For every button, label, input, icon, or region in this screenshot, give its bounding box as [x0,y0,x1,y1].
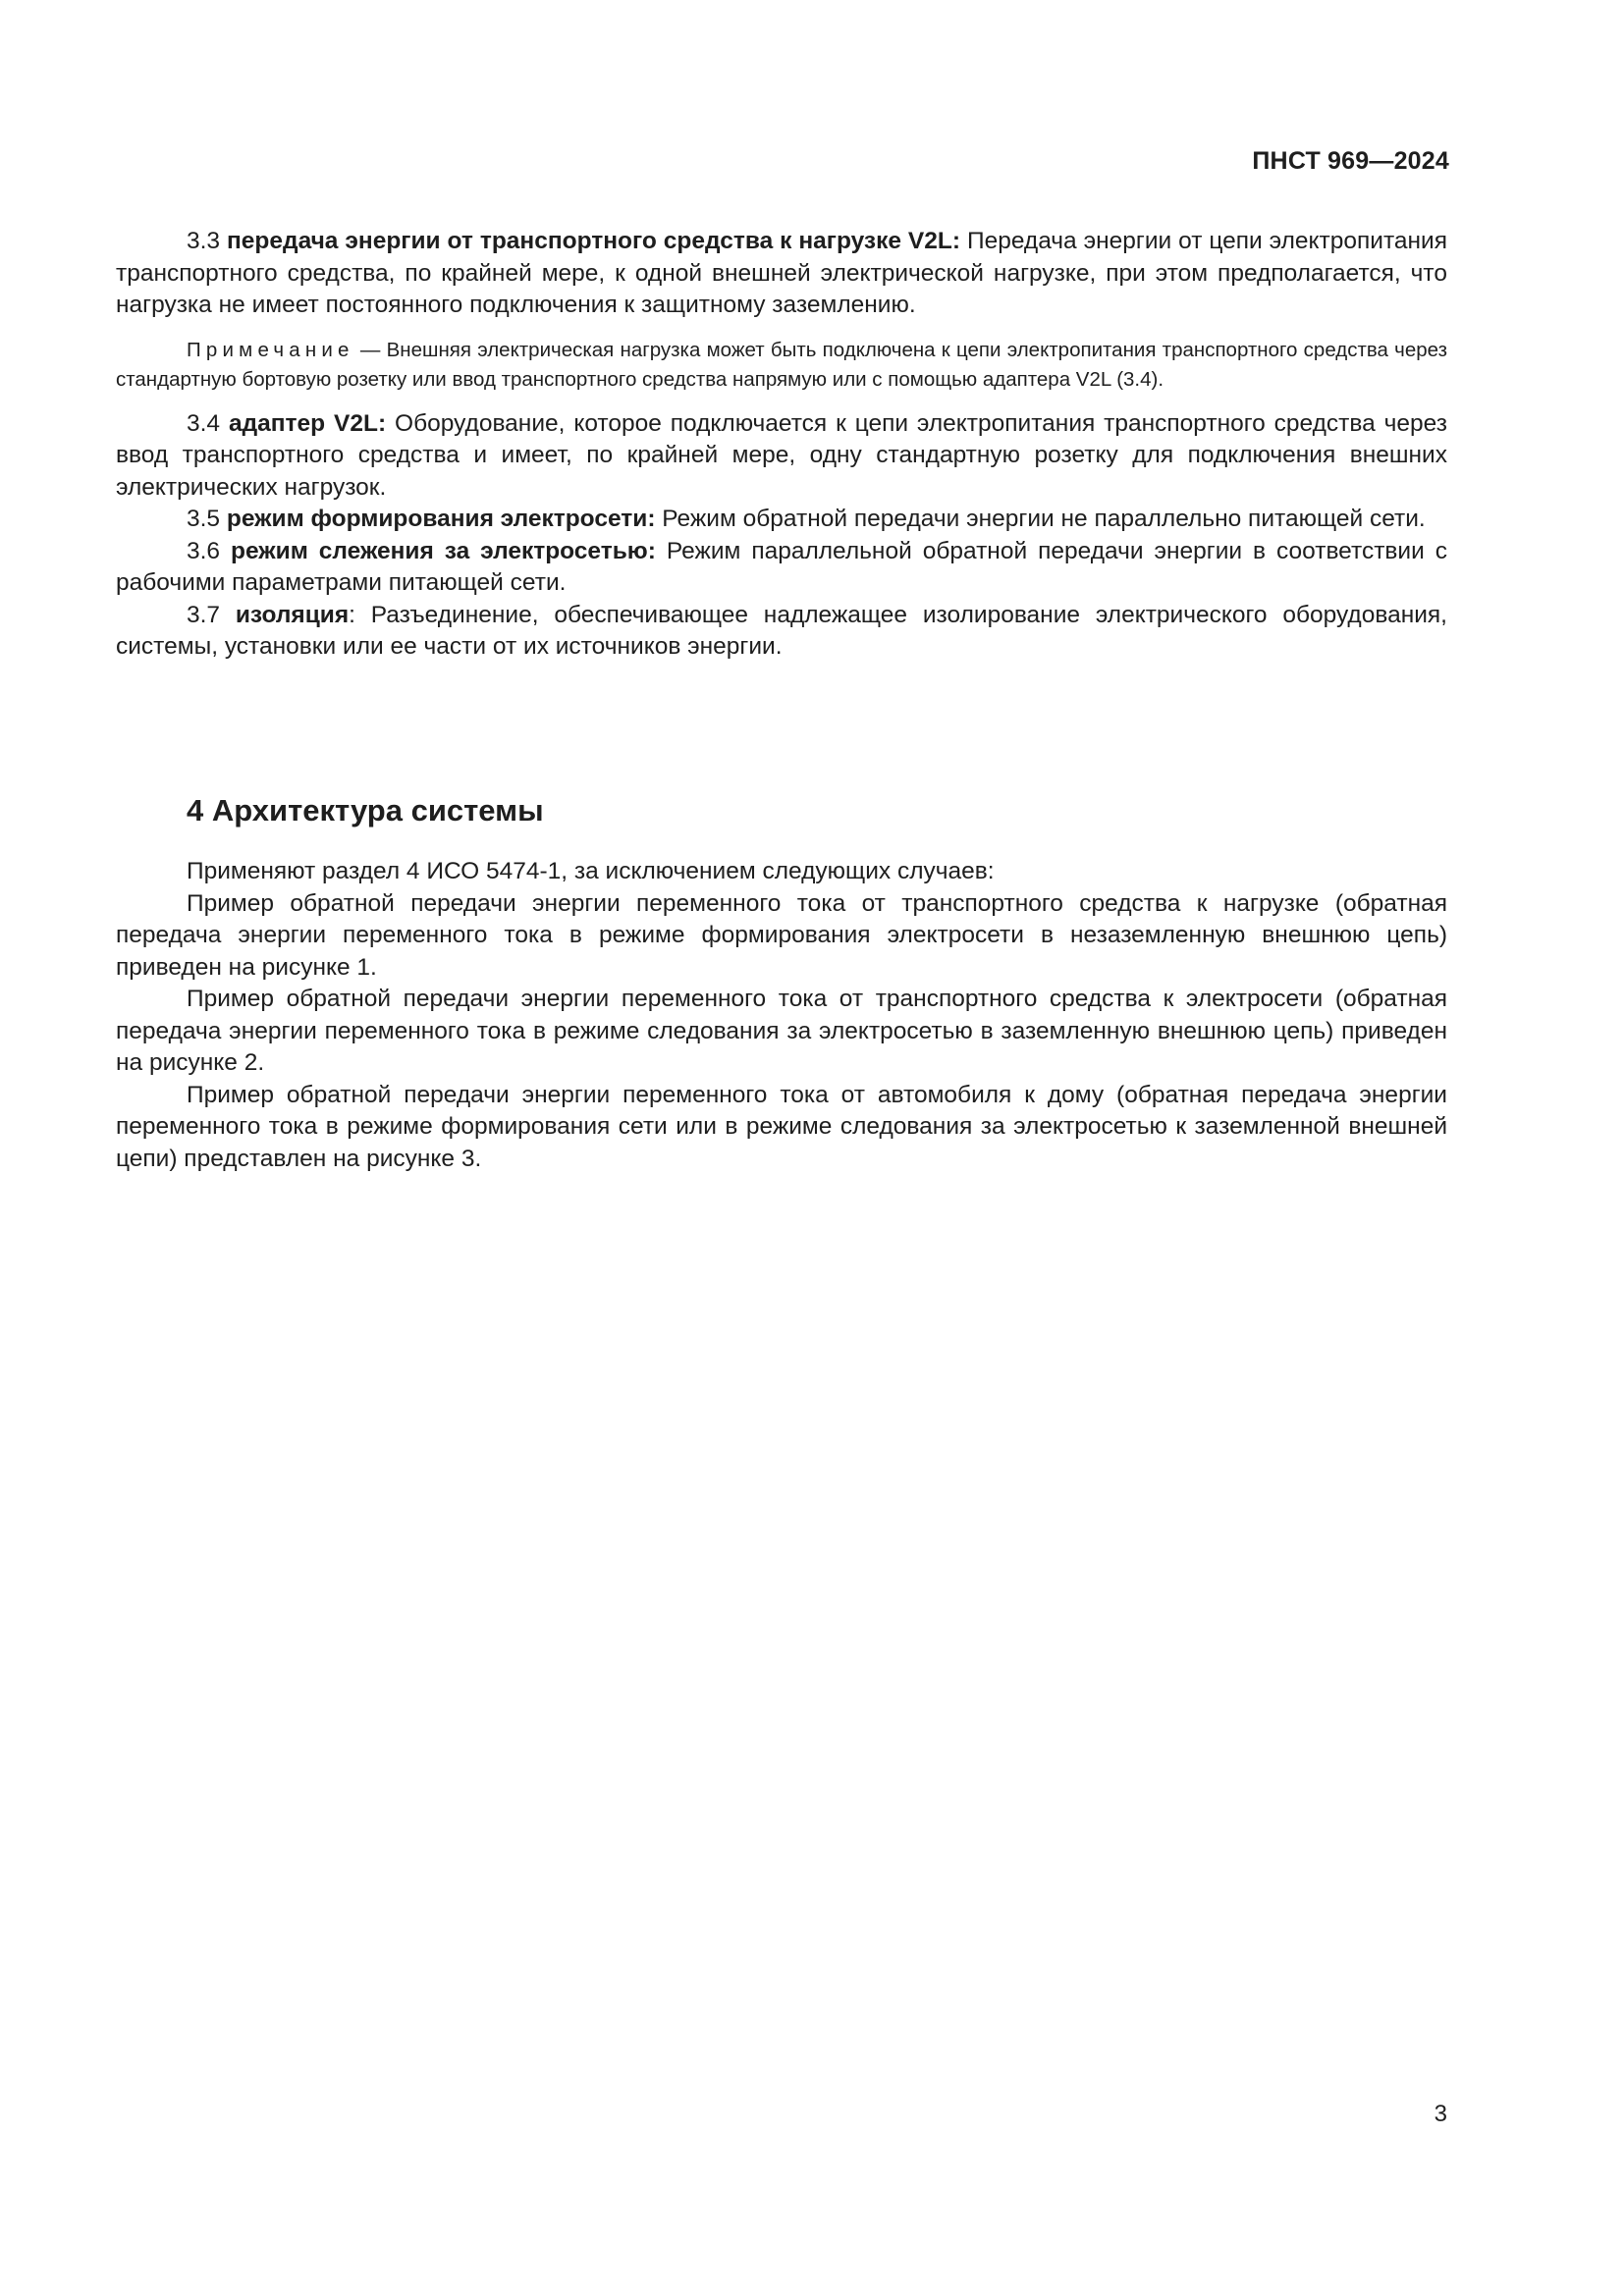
term-name: адаптер V2L: [228,409,387,437]
term-name: изоляция [235,601,350,628]
paragraph: Пример обратной передачи энергии переменного тока от транспортного средства к электросети (обратная передача энергии переменного тока в режиме следования за электросетью в заземленную внешнюю цепь) приведен на рисунке 2. [116,986,1447,1076]
page-number: 3 [1434,2101,1447,2127]
term-definition: Оборудование, которое подключается к цепи электропитания транспортного средства через ввод транспортного средства и имеет, по крайней мере, одну стандартную розетку для подключения внешних электрических нагрузок. [116,409,1447,501]
term-name: режим слежения за электросетью: [231,537,656,564]
paragraph: Применяют раздел 4 ИСО 5474-1, за исключением следующих случаев: [187,858,995,884]
terms-block [116,226,1447,664]
term-number: 3.3 [187,228,221,254]
note-text: — Внешняя электрическая нагрузка может быть подключена к цепи электропитания транспортного средства через стандартную бортовую розетку или ввод транспортного средства напрямую или с помощью адаптера V2L (3.4). [116,338,1447,391]
term-number: 3.5 [187,506,221,532]
term-3-3 [116,226,1447,322]
section-heading: 4 Архитектура системы [187,793,544,828]
term-3-6 [116,536,1447,600]
term-definition: Режим обратной передачи энергии не параллельно питающей сети. [662,506,1426,532]
note [116,336,1447,395]
term-number: 3.6 [187,537,221,564]
paragraph: Пример обратной передачи энергии переменного тока от автомобиля к дому (обратная передача энергии переменного тока в режиме формирования сети или в режиме следования за электросетью к заземленной внешней цепи) представлен на рисунке 3. [116,1081,1447,1172]
term-definition: Режим параллельной обратной передачи энергии в соответствии с рабочими параметрами питающей сети. [116,537,1447,596]
note-label: Примечание [187,338,354,361]
term-name: передача энергии от транспортного средства к нагрузке V2L: [227,228,961,254]
term-number: 3.4 [187,409,221,437]
section-4-body [116,856,1447,1175]
term-3-4 [116,408,1447,505]
document-code: ПНСТ 969—2024 [1252,147,1449,175]
term-definition: Передача энергии от цепи электропитания транспортного средства, по крайней мере, к одной внешней электрической нагрузке, при этом предполагается, что нагрузка не имеет постоянного подключения к защитному заземлению. [116,228,1447,318]
term-3-7 [116,600,1447,664]
term-number: 3.7 [187,601,221,628]
term-definition: : Разъединение, обеспечивающее надлежащее изолирование электрического оборудования, системы, установки или ее части от их источников энергии. [116,601,1447,660]
paragraph: Пример обратной передачи энергии переменного тока от транспортного средства к нагрузке (обратная передача энергии переменного тока в режиме формирования электросети в незаземленную внешнюю цепь) приведен на рисунке 1. [116,889,1447,981]
term-3-5 [116,504,1447,536]
term-name: режим формирования электросети: [226,506,656,532]
